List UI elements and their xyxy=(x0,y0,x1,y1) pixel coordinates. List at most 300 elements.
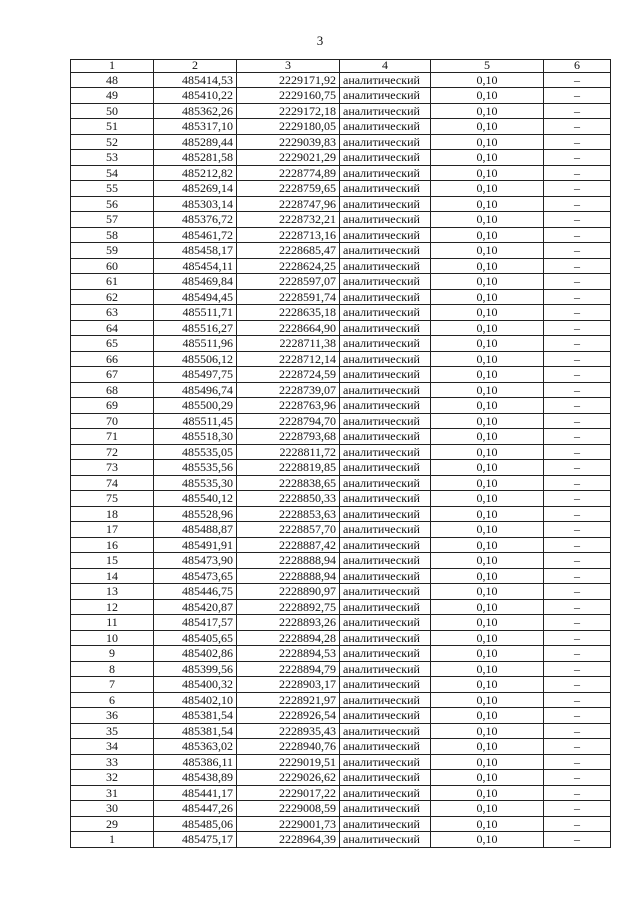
y-coordinate-cell: 2228921,97 xyxy=(237,692,340,708)
method-cell: аналитический xyxy=(340,646,431,662)
accuracy-cell: 0,10 xyxy=(431,367,544,383)
y-coordinate-cell: 2228888,94 xyxy=(237,568,340,584)
y-coordinate-cell: 2228892,75 xyxy=(237,599,340,615)
accuracy-cell: 0,10 xyxy=(431,103,544,119)
x-coordinate-cell: 485491,91 xyxy=(154,537,237,553)
point-number-cell: 33 xyxy=(71,754,154,770)
column-header-2: 2 xyxy=(154,60,237,73)
point-number-cell: 58 xyxy=(71,227,154,243)
table-row xyxy=(71,258,611,274)
x-coordinate-cell: 485535,56 xyxy=(154,460,237,476)
x-coordinate-cell: 485458,17 xyxy=(154,243,237,259)
accuracy-cell: 0,10 xyxy=(431,398,544,414)
method-cell: аналитический xyxy=(340,754,431,770)
point-number-cell: 71 xyxy=(71,429,154,445)
y-coordinate-cell: 2229039,83 xyxy=(237,134,340,150)
x-coordinate-cell: 485473,90 xyxy=(154,553,237,569)
x-coordinate-cell: 485441,17 xyxy=(154,785,237,801)
method-cell: аналитический xyxy=(340,119,431,135)
accuracy-cell: 0,10 xyxy=(431,196,544,212)
method-cell: аналитический xyxy=(340,460,431,476)
method-cell: аналитический xyxy=(340,367,431,383)
accuracy-cell: 0,10 xyxy=(431,258,544,274)
y-coordinate-cell: 2228890,97 xyxy=(237,584,340,600)
method-cell: аналитический xyxy=(340,150,431,166)
x-coordinate-cell: 485438,89 xyxy=(154,770,237,786)
point-number-cell: 34 xyxy=(71,739,154,755)
method-cell: аналитический xyxy=(340,336,431,352)
method-cell: аналитический xyxy=(340,661,431,677)
method-cell: аналитический xyxy=(340,506,431,522)
note-cell: – xyxy=(544,816,611,832)
point-number-cell: 73 xyxy=(71,460,154,476)
table-row xyxy=(71,134,611,150)
note-cell: – xyxy=(544,320,611,336)
table-row xyxy=(71,522,611,538)
method-cell: аналитический xyxy=(340,801,431,817)
accuracy-cell: 0,10 xyxy=(431,692,544,708)
accuracy-cell: 0,10 xyxy=(431,723,544,739)
point-number-cell: 63 xyxy=(71,305,154,321)
table-row xyxy=(71,646,611,662)
note-cell: – xyxy=(544,398,611,414)
method-cell: аналитический xyxy=(340,568,431,584)
point-number-cell: 6 xyxy=(71,692,154,708)
note-cell: – xyxy=(544,196,611,212)
accuracy-cell: 0,10 xyxy=(431,181,544,197)
y-coordinate-cell: 2228713,16 xyxy=(237,227,340,243)
accuracy-cell: 0,10 xyxy=(431,491,544,507)
note-cell: – xyxy=(544,646,611,662)
accuracy-cell: 0,10 xyxy=(431,150,544,166)
note-cell: – xyxy=(544,568,611,584)
x-coordinate-cell: 485447,26 xyxy=(154,801,237,817)
x-coordinate-cell: 485420,87 xyxy=(154,599,237,615)
method-cell: аналитический xyxy=(340,398,431,414)
accuracy-cell: 0,10 xyxy=(431,88,544,104)
accuracy-cell: 0,10 xyxy=(431,475,544,491)
note-cell: – xyxy=(544,382,611,398)
note-cell: – xyxy=(544,243,611,259)
point-number-cell: 64 xyxy=(71,320,154,336)
method-cell: аналитический xyxy=(340,692,431,708)
header-row xyxy=(71,60,611,73)
accuracy-cell: 0,10 xyxy=(431,816,544,832)
table-row xyxy=(71,181,611,197)
table-row xyxy=(71,243,611,259)
note-cell: – xyxy=(544,444,611,460)
point-number-cell: 62 xyxy=(71,289,154,305)
y-coordinate-cell: 2228763,96 xyxy=(237,398,340,414)
accuracy-cell: 0,10 xyxy=(431,320,544,336)
x-coordinate-cell: 485485,06 xyxy=(154,816,237,832)
accuracy-cell: 0,10 xyxy=(431,274,544,290)
point-number-cell: 55 xyxy=(71,181,154,197)
accuracy-cell: 0,10 xyxy=(431,615,544,631)
accuracy-cell: 0,10 xyxy=(431,568,544,584)
accuracy-cell: 0,10 xyxy=(431,460,544,476)
accuracy-cell: 0,10 xyxy=(431,553,544,569)
accuracy-cell: 0,10 xyxy=(431,134,544,150)
table-row xyxy=(71,475,611,491)
x-coordinate-cell: 485511,45 xyxy=(154,413,237,429)
accuracy-cell: 0,10 xyxy=(431,243,544,259)
y-coordinate-cell: 2228894,53 xyxy=(237,646,340,662)
method-cell: аналитический xyxy=(340,181,431,197)
point-number-cell: 70 xyxy=(71,413,154,429)
accuracy-cell: 0,10 xyxy=(431,305,544,321)
note-cell: – xyxy=(544,785,611,801)
table-row xyxy=(71,460,611,476)
method-cell: аналитический xyxy=(340,196,431,212)
method-cell: аналитический xyxy=(340,537,431,553)
y-coordinate-cell: 2228811,72 xyxy=(237,444,340,460)
method-cell: аналитический xyxy=(340,785,431,801)
table-row xyxy=(71,336,611,352)
point-number-cell: 8 xyxy=(71,661,154,677)
table-row xyxy=(71,568,611,584)
y-coordinate-cell: 2228894,28 xyxy=(237,630,340,646)
point-number-cell: 15 xyxy=(71,553,154,569)
x-coordinate-cell: 485500,29 xyxy=(154,398,237,414)
accuracy-cell: 0,10 xyxy=(431,584,544,600)
note-cell: – xyxy=(544,258,611,274)
point-number-cell: 61 xyxy=(71,274,154,290)
accuracy-cell: 0,10 xyxy=(431,165,544,181)
y-coordinate-cell: 2229001,73 xyxy=(237,816,340,832)
x-coordinate-cell: 485528,96 xyxy=(154,506,237,522)
x-coordinate-cell: 485212,82 xyxy=(154,165,237,181)
point-number-cell: 48 xyxy=(71,72,154,88)
y-coordinate-cell: 2229160,75 xyxy=(237,88,340,104)
note-cell: – xyxy=(544,413,611,429)
point-number-cell: 16 xyxy=(71,537,154,553)
method-cell: аналитический xyxy=(340,553,431,569)
coordinates-table-container xyxy=(70,59,610,848)
note-cell: – xyxy=(544,630,611,646)
y-coordinate-cell: 2228838,65 xyxy=(237,475,340,491)
y-coordinate-cell: 2228926,54 xyxy=(237,708,340,724)
table-row xyxy=(71,212,611,228)
x-coordinate-cell: 485400,32 xyxy=(154,677,237,693)
method-cell: аналитический xyxy=(340,429,431,445)
y-coordinate-cell: 2228935,43 xyxy=(237,723,340,739)
column-header-1: 1 xyxy=(71,60,154,73)
x-coordinate-cell: 485362,26 xyxy=(154,103,237,119)
table-row xyxy=(71,165,611,181)
note-cell: – xyxy=(544,615,611,631)
note-cell: – xyxy=(544,739,611,755)
method-cell: аналитический xyxy=(340,615,431,631)
y-coordinate-cell: 2228712,14 xyxy=(237,351,340,367)
method-cell: аналитический xyxy=(340,723,431,739)
accuracy-cell: 0,10 xyxy=(431,351,544,367)
point-number-cell: 59 xyxy=(71,243,154,259)
x-coordinate-cell: 485473,65 xyxy=(154,568,237,584)
note-cell: – xyxy=(544,522,611,538)
x-coordinate-cell: 485410,22 xyxy=(154,88,237,104)
x-coordinate-cell: 485497,75 xyxy=(154,367,237,383)
point-number-cell: 18 xyxy=(71,506,154,522)
accuracy-cell: 0,10 xyxy=(431,739,544,755)
table-row xyxy=(71,584,611,600)
x-coordinate-cell: 485402,10 xyxy=(154,692,237,708)
point-number-cell: 72 xyxy=(71,444,154,460)
point-number-cell: 32 xyxy=(71,770,154,786)
accuracy-cell: 0,10 xyxy=(431,212,544,228)
y-coordinate-cell: 2228597,07 xyxy=(237,274,340,290)
y-coordinate-cell: 2228794,70 xyxy=(237,413,340,429)
x-coordinate-cell: 485475,17 xyxy=(154,832,237,848)
table-row xyxy=(71,832,611,848)
note-cell: – xyxy=(544,305,611,321)
x-coordinate-cell: 485446,75 xyxy=(154,584,237,600)
table-row xyxy=(71,274,611,290)
table-row xyxy=(71,398,611,414)
point-number-cell: 29 xyxy=(71,816,154,832)
note-cell: – xyxy=(544,289,611,305)
x-coordinate-cell: 485454,11 xyxy=(154,258,237,274)
point-number-cell: 13 xyxy=(71,584,154,600)
table-row xyxy=(71,661,611,677)
column-header-5: 5 xyxy=(431,60,544,73)
note-cell: – xyxy=(544,88,611,104)
accuracy-cell: 0,10 xyxy=(431,522,544,538)
x-coordinate-cell: 485414,53 xyxy=(154,72,237,88)
x-coordinate-cell: 485317,10 xyxy=(154,119,237,135)
x-coordinate-cell: 485506,12 xyxy=(154,351,237,367)
x-coordinate-cell: 485281,58 xyxy=(154,150,237,166)
point-number-cell: 49 xyxy=(71,88,154,104)
accuracy-cell: 0,10 xyxy=(431,599,544,615)
x-coordinate-cell: 485540,12 xyxy=(154,491,237,507)
accuracy-cell: 0,10 xyxy=(431,413,544,429)
table-row xyxy=(71,801,611,817)
x-coordinate-cell: 485269,14 xyxy=(154,181,237,197)
method-cell: аналитический xyxy=(340,475,431,491)
table-row xyxy=(71,770,611,786)
accuracy-cell: 0,10 xyxy=(431,537,544,553)
point-number-cell: 50 xyxy=(71,103,154,119)
note-cell: – xyxy=(544,537,611,553)
y-coordinate-cell: 2228624,25 xyxy=(237,258,340,274)
y-coordinate-cell: 2229171,92 xyxy=(237,72,340,88)
table-row xyxy=(71,88,611,104)
x-coordinate-cell: 485381,54 xyxy=(154,723,237,739)
y-coordinate-cell: 2228739,07 xyxy=(237,382,340,398)
point-number-cell: 67 xyxy=(71,367,154,383)
note-cell: – xyxy=(544,181,611,197)
x-coordinate-cell: 485469,84 xyxy=(154,274,237,290)
x-coordinate-cell: 485488,87 xyxy=(154,522,237,538)
point-number-cell: 1 xyxy=(71,832,154,848)
point-number-cell: 56 xyxy=(71,196,154,212)
point-number-cell: 68 xyxy=(71,382,154,398)
y-coordinate-cell: 2228857,70 xyxy=(237,522,340,538)
method-cell: аналитический xyxy=(340,351,431,367)
point-number-cell: 69 xyxy=(71,398,154,414)
table-row xyxy=(71,413,611,429)
x-coordinate-cell: 485363,02 xyxy=(154,739,237,755)
y-coordinate-cell: 2228635,18 xyxy=(237,305,340,321)
accuracy-cell: 0,10 xyxy=(431,119,544,135)
accuracy-cell: 0,10 xyxy=(431,754,544,770)
method-cell: аналитический xyxy=(340,584,431,600)
x-coordinate-cell: 485461,72 xyxy=(154,227,237,243)
method-cell: аналитический xyxy=(340,413,431,429)
y-coordinate-cell: 2228940,76 xyxy=(237,739,340,755)
x-coordinate-cell: 485496,74 xyxy=(154,382,237,398)
x-coordinate-cell: 485289,44 xyxy=(154,134,237,150)
x-coordinate-cell: 485516,27 xyxy=(154,320,237,336)
table-row xyxy=(71,754,611,770)
y-coordinate-cell: 2228894,79 xyxy=(237,661,340,677)
point-number-cell: 54 xyxy=(71,165,154,181)
table-row xyxy=(71,816,611,832)
note-cell: – xyxy=(544,553,611,569)
accuracy-cell: 0,10 xyxy=(431,770,544,786)
accuracy-cell: 0,10 xyxy=(431,677,544,693)
x-coordinate-cell: 485386,11 xyxy=(154,754,237,770)
method-cell: аналитический xyxy=(340,72,431,88)
accuracy-cell: 0,10 xyxy=(431,72,544,88)
accuracy-cell: 0,10 xyxy=(431,801,544,817)
table-row xyxy=(71,599,611,615)
table-row xyxy=(71,677,611,693)
point-number-cell: 9 xyxy=(71,646,154,662)
table-row xyxy=(71,196,611,212)
note-cell: – xyxy=(544,832,611,848)
note-cell: – xyxy=(544,661,611,677)
x-coordinate-cell: 485511,71 xyxy=(154,305,237,321)
method-cell: аналитический xyxy=(340,444,431,460)
point-number-cell: 52 xyxy=(71,134,154,150)
point-number-cell: 17 xyxy=(71,522,154,538)
y-coordinate-cell: 2228747,96 xyxy=(237,196,340,212)
table-row xyxy=(71,506,611,522)
accuracy-cell: 0,10 xyxy=(431,382,544,398)
accuracy-cell: 0,10 xyxy=(431,429,544,445)
table-row xyxy=(71,708,611,724)
point-number-cell: 51 xyxy=(71,119,154,135)
x-coordinate-cell: 485511,96 xyxy=(154,336,237,352)
y-coordinate-cell: 2228893,26 xyxy=(237,615,340,631)
note-cell: – xyxy=(544,336,611,352)
table-row xyxy=(71,537,611,553)
table-row xyxy=(71,103,611,119)
accuracy-cell: 0,10 xyxy=(431,630,544,646)
table-row xyxy=(71,382,611,398)
note-cell: – xyxy=(544,165,611,181)
y-coordinate-cell: 2228887,42 xyxy=(237,537,340,553)
method-cell: аналитический xyxy=(340,165,431,181)
accuracy-cell: 0,10 xyxy=(431,336,544,352)
y-coordinate-cell: 2229021,29 xyxy=(237,150,340,166)
table-row xyxy=(71,150,611,166)
x-coordinate-cell: 485303,14 xyxy=(154,196,237,212)
method-cell: аналитический xyxy=(340,491,431,507)
method-cell: аналитический xyxy=(340,708,431,724)
y-coordinate-cell: 2229008,59 xyxy=(237,801,340,817)
method-cell: аналитический xyxy=(340,88,431,104)
note-cell: – xyxy=(544,103,611,119)
method-cell: аналитический xyxy=(340,305,431,321)
y-coordinate-cell: 2228591,74 xyxy=(237,289,340,305)
note-cell: – xyxy=(544,754,611,770)
x-coordinate-cell: 485376,72 xyxy=(154,212,237,228)
y-coordinate-cell: 2228724,59 xyxy=(237,367,340,383)
table-row xyxy=(71,692,611,708)
column-header-4: 4 xyxy=(340,60,431,73)
table-row xyxy=(71,227,611,243)
note-cell: – xyxy=(544,506,611,522)
point-number-cell: 7 xyxy=(71,677,154,693)
note-cell: – xyxy=(544,460,611,476)
point-number-cell: 57 xyxy=(71,212,154,228)
method-cell: аналитический xyxy=(340,770,431,786)
method-cell: аналитический xyxy=(340,382,431,398)
point-number-cell: 75 xyxy=(71,491,154,507)
method-cell: аналитический xyxy=(340,832,431,848)
page-number: 3 xyxy=(316,33,324,48)
note-cell: – xyxy=(544,227,611,243)
note-cell: – xyxy=(544,475,611,491)
point-number-cell: 11 xyxy=(71,615,154,631)
note-cell: – xyxy=(544,692,611,708)
note-cell: – xyxy=(544,134,611,150)
coordinates-table xyxy=(70,59,611,848)
note-cell: – xyxy=(544,119,611,135)
point-number-cell: 53 xyxy=(71,150,154,166)
y-coordinate-cell: 2228793,68 xyxy=(237,429,340,445)
table-row xyxy=(71,367,611,383)
method-cell: аналитический xyxy=(340,212,431,228)
x-coordinate-cell: 485535,05 xyxy=(154,444,237,460)
table-row xyxy=(71,491,611,507)
note-cell: – xyxy=(544,212,611,228)
note-cell: – xyxy=(544,708,611,724)
note-cell: – xyxy=(544,599,611,615)
table-row xyxy=(71,553,611,569)
note-cell: – xyxy=(544,584,611,600)
x-coordinate-cell: 485399,56 xyxy=(154,661,237,677)
note-cell: – xyxy=(544,723,611,739)
method-cell: аналитический xyxy=(340,816,431,832)
y-coordinate-cell: 2228853,63 xyxy=(237,506,340,522)
accuracy-cell: 0,10 xyxy=(431,289,544,305)
point-number-cell: 10 xyxy=(71,630,154,646)
table-row xyxy=(71,119,611,135)
table-row xyxy=(71,305,611,321)
y-coordinate-cell: 2228903,17 xyxy=(237,677,340,693)
accuracy-cell: 0,10 xyxy=(431,444,544,460)
point-number-cell: 31 xyxy=(71,785,154,801)
y-coordinate-cell: 2228774,89 xyxy=(237,165,340,181)
y-coordinate-cell: 2229180,05 xyxy=(237,119,340,135)
table-row xyxy=(71,351,611,367)
table-row xyxy=(71,320,611,336)
note-cell: – xyxy=(544,677,611,693)
point-number-cell: 36 xyxy=(71,708,154,724)
method-cell: аналитический xyxy=(340,103,431,119)
x-coordinate-cell: 485381,54 xyxy=(154,708,237,724)
accuracy-cell: 0,10 xyxy=(431,227,544,243)
x-coordinate-cell: 485405,65 xyxy=(154,630,237,646)
point-number-cell: 12 xyxy=(71,599,154,615)
y-coordinate-cell: 2228711,38 xyxy=(237,336,340,352)
accuracy-cell: 0,10 xyxy=(431,708,544,724)
note-cell: – xyxy=(544,351,611,367)
